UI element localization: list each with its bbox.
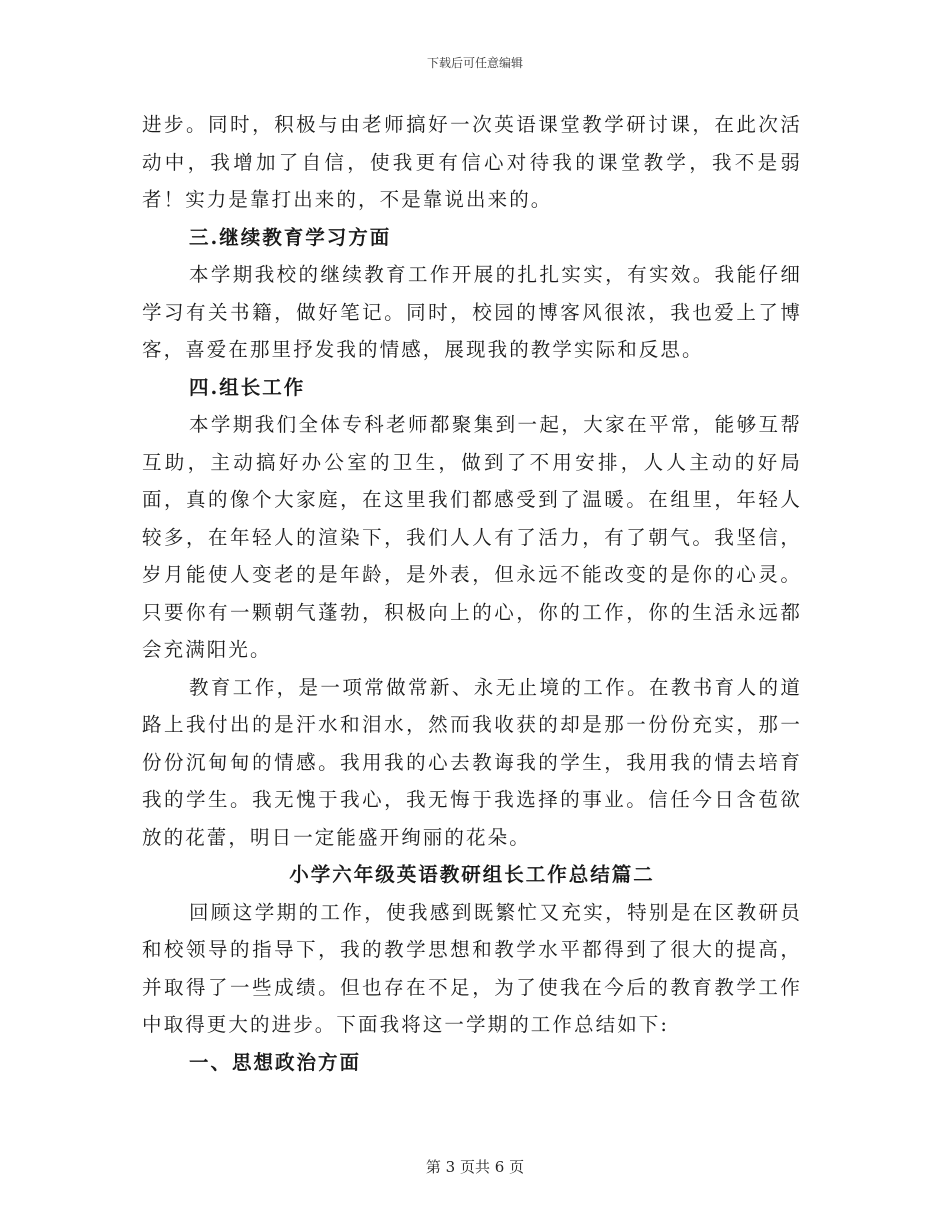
section-heading-group-leader: 四.组长工作 [189, 375, 306, 399]
paragraph-group-leader: 本学期我们全体专科老师都聚集到一起，大家在平常，能够互帮互助，主动搞好办公室的卫生，做到了不用安排，人人主动的好局面，真的像个大家庭，在这里我们都感受到了温暖。在组里，年轻人较多，在年轻人的渲染下，我们人人有了活力，有了朝气。我坚信，岁月能使人变老的是年龄，是外表，但永远不能改变的是你的心灵。只要你有一颗朝气蓬勃，积极向上的心，你的工作，你的生活永远都会充满阳光。 [142, 413, 802, 661]
section-heading-continuing-education: 三.继续教育学习方面 [189, 225, 392, 249]
paragraph-continuing-education: 本学期我校的继续教育工作开展的扎扎实实，有实效。我能仔细学习有关书籍，做好笔记。同时，校园的博客风很浓，我也爱上了博客，喜爱在那里抒发我的情感，展现我的教学实际和反思。 [142, 263, 802, 361]
paragraph-conclusion: 教育工作，是一项常做常新、永无止境的工作。在教书育人的道路上我付出的是汗水和泪水，然而我收获的却是那一份份充实，那一份份沉甸甸的情感。我用我的心去教诲我的学生，我用我的情去培育我的学生。我无愧于我心，我无悔于我选择的事业。信任今日含苞欲放的花蕾，明日一定能盛开绚丽的花朵。 [142, 675, 802, 849]
section-heading-ideology: 一、思想政治方面 [189, 1050, 362, 1074]
article-title-part-two: 小学六年级英语教研组长工作总结篇二 [289, 863, 655, 886]
document-body [142, 106, 802, 1081]
page-header: 下载后可任意编辑 [426, 56, 523, 70]
paragraph-continuation: 进步。同时，积极与由老师搞好一次英语课堂教学研讨课，在此次活动中，我增加了自信，使我更有信心对待我的课堂教学，我不是弱者！实力是靠打出来的，不是靠说出来的。 [142, 113, 802, 211]
page-footer: 第 3 页共 6 页 [425, 1158, 525, 1176]
paragraph-review: 回顾这学期的工作，使我感到既繁忙又充实，特别是在区教研员和校领导的指导下，我的教学思想和教学水平都得到了很大的提高，并取得了一些成绩。但也存在不足，为了使我在今后的教育教学工作中取得更大的进步。下面我将这一学期的工作总结如下: [142, 900, 802, 1036]
